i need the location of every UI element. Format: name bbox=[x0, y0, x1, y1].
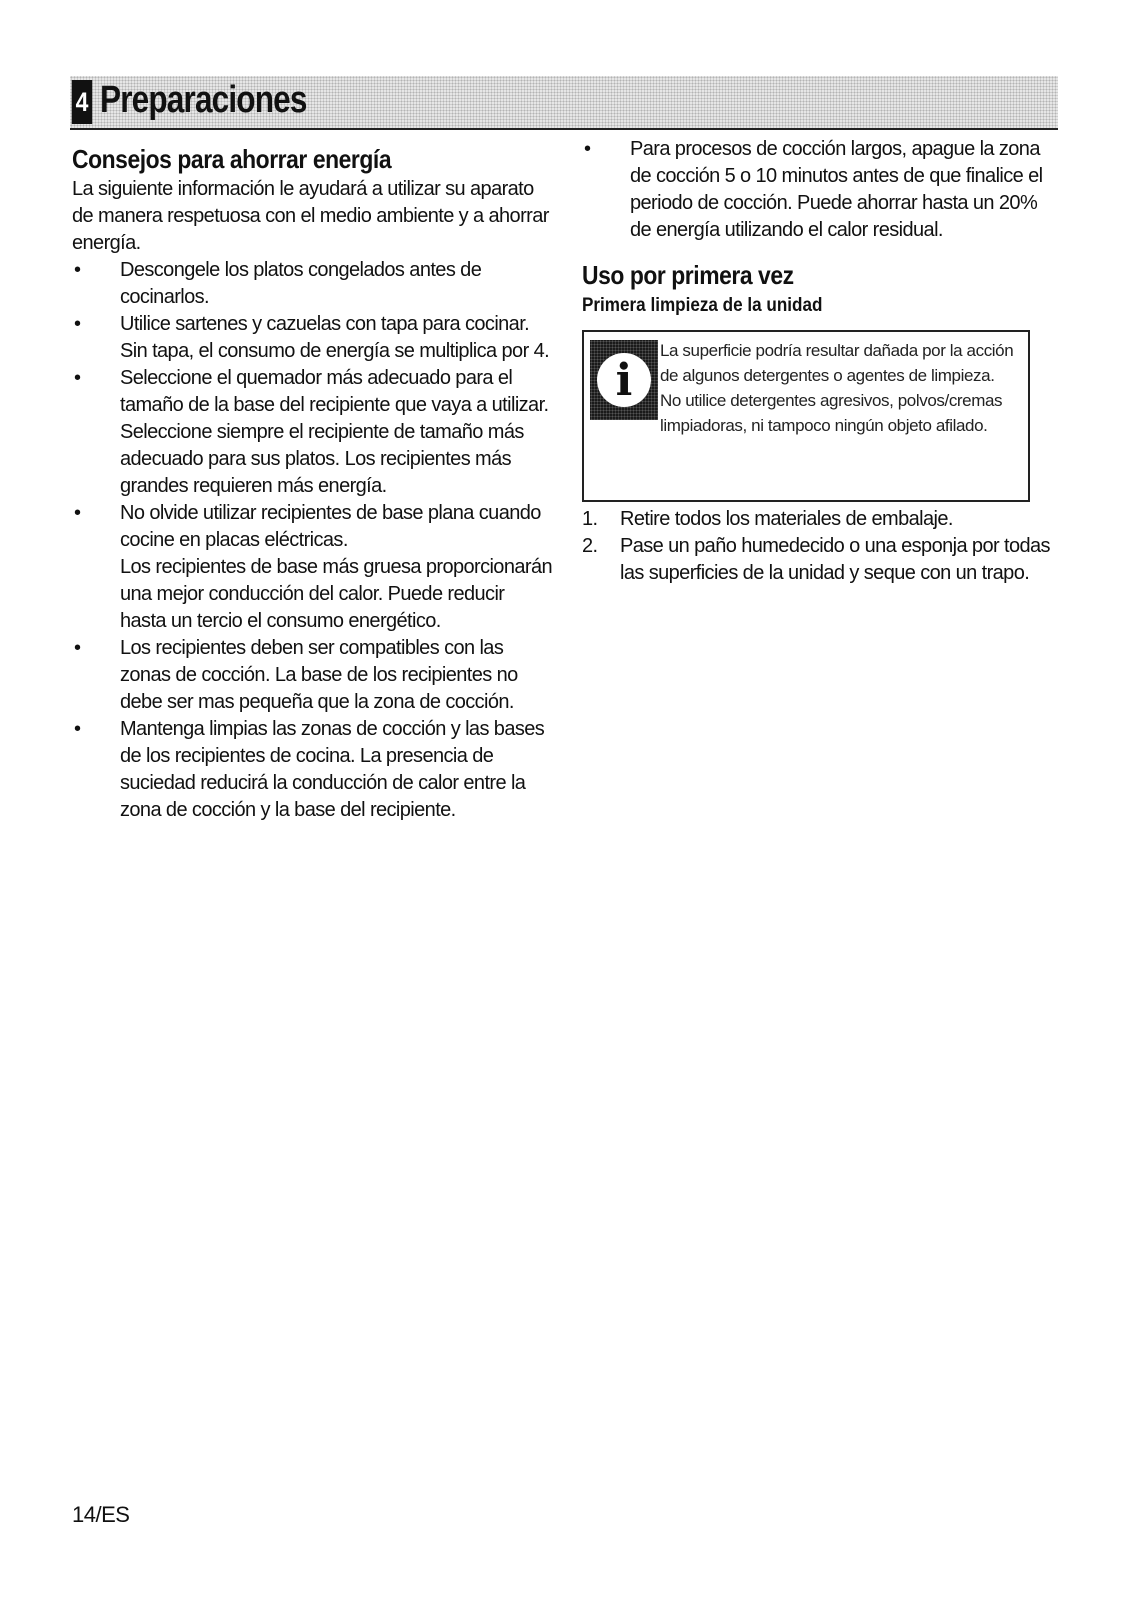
note-text bbox=[660, 338, 1022, 438]
list-item-text: Descongele los platos congelados antes de cocinarlos. bbox=[120, 259, 482, 308]
list-item-text: No olvide utilizar recipientes de base plana cuando cocine en placas eléctricas. bbox=[120, 502, 541, 551]
list-item-text: Para procesos de cocción largos, apague la zona de cocción 5 o 10 minutos antes de que finalice el periodo de cocción. Puede ahorrar hasta un 20% de energía utilizando el calor residual. bbox=[630, 138, 1043, 241]
step-text: Retire todos los materiales de embalaje. bbox=[620, 508, 953, 530]
section-heading-energy: Consejos para ahorrar energía bbox=[72, 144, 392, 174]
note-warning: La superficie podría resultar dañada por la acción de algunos detergentes o agentes de limpieza. bbox=[660, 341, 1014, 385]
list-item bbox=[72, 365, 552, 500]
list-item-text: Seleccione el quemador más adecuado para el tamaño de la base del recipiente que vaya a utilizar. Seleccione siempre el recipiente de tamaño más adecuado para sus platos. Los recipientes más grandes requieren más energía. bbox=[120, 367, 549, 497]
info-icon-glyph: i bbox=[597, 353, 651, 407]
info-icon bbox=[590, 340, 658, 420]
left-column bbox=[72, 142, 552, 824]
step-number: 1. bbox=[582, 508, 598, 530]
page-number: 14/ES bbox=[72, 1502, 130, 1527]
chapter-header bbox=[70, 76, 1058, 130]
chapter-number: 4 bbox=[72, 80, 92, 124]
chapter-title: Preparaciones bbox=[100, 79, 307, 121]
list-item-text: Mantenga limpias las zonas de cocción y las bases de los recipientes de cocina. La presencia de suciedad reducirá la conducción de calor entre la zona de cocción y la base del recipiente. bbox=[120, 718, 545, 821]
list-item bbox=[72, 716, 552, 824]
section-heading-first-use: Uso por primera vez bbox=[582, 260, 794, 290]
energy-tips-list bbox=[72, 257, 552, 824]
list-item bbox=[72, 257, 552, 311]
step-text: Pase un paño humedecido o una esponja por todas las superficies de la unidad y seque con un trapo. bbox=[620, 535, 1050, 584]
residual-heat-list bbox=[582, 136, 1062, 244]
subheading-first-cleaning: Primera limpieza de la unidad bbox=[582, 295, 823, 316]
right-column bbox=[582, 136, 1062, 587]
list-item bbox=[72, 635, 552, 716]
info-note bbox=[582, 330, 1030, 502]
list-item-text: Utilice sartenes y cazuelas con tapa para cocinar. Sin tapa, el consumo de energía se multiplica por 4. bbox=[120, 313, 550, 362]
list-item-text: Los recipientes deben ser compatibles con las zonas de cocción. La base de los recipientes no debe ser mas pequeña que la zona de cocción. bbox=[120, 637, 518, 713]
note-instruction: No utilice detergentes agresivos, polvos/cremas limpiadoras, ni tampoco ningún objeto afilado. bbox=[660, 391, 1003, 435]
cleaning-steps bbox=[582, 506, 1062, 587]
list-item bbox=[72, 500, 552, 635]
list-item bbox=[72, 311, 552, 365]
step-number: 2. bbox=[582, 535, 598, 557]
step-item bbox=[582, 506, 1062, 533]
step-item bbox=[582, 533, 1062, 587]
list-item-continuation: Los recipientes de base más gruesa proporcionarán una mejor conducción del calor. Puede reducir hasta un tercio el consumo energético. bbox=[120, 556, 552, 632]
intro-paragraph: La siguiente información le ayudará a utilizar su aparato de manera respetuosa con el medio ambiente y a ahorrar energía. bbox=[72, 178, 549, 254]
list-item bbox=[582, 136, 1062, 244]
